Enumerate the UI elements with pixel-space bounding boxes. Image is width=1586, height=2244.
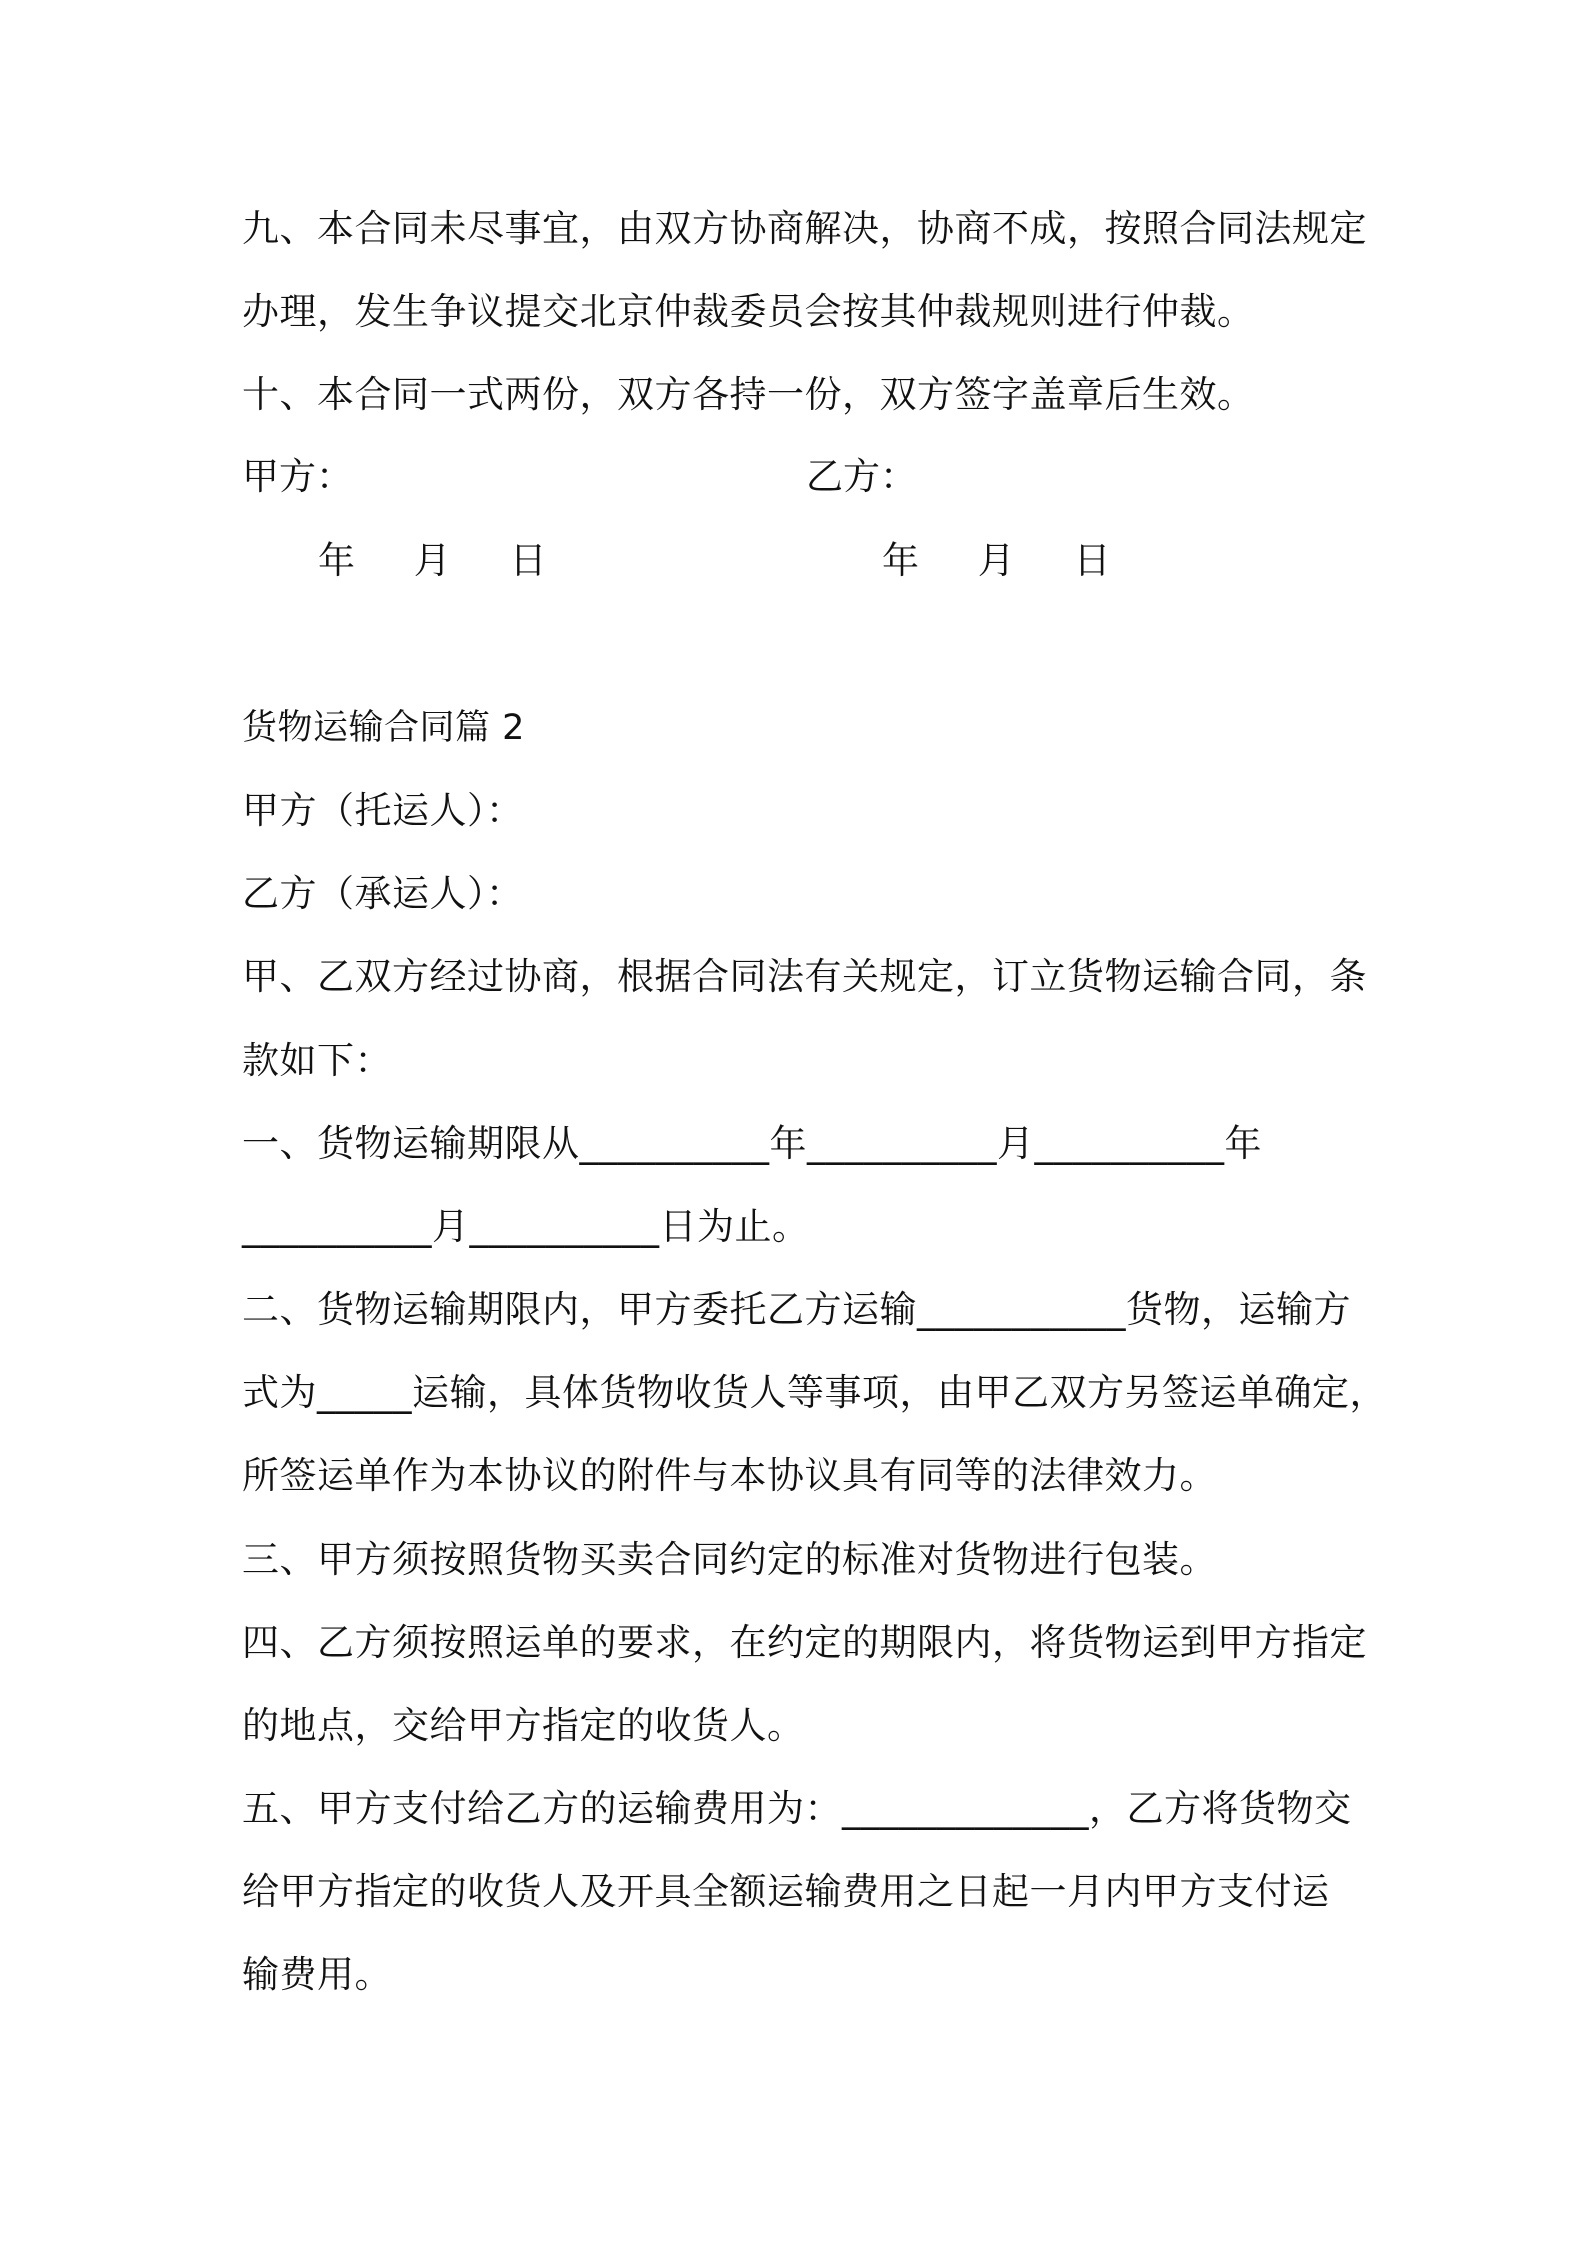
clause-1-line-1: 一、货物运输期限从__________年__________月__________年 [242,1122,1262,1165]
clause-9-line-1: 九、本合同未尽事宜，由双方协商解决，协商不成，按照合同法规定 [242,207,1367,250]
section-2-title: 货物运输合同篇 2 [242,708,525,748]
intro-line-1: 甲、乙双方经过协商，根据合同法有关规定，订立货物运输合同，条 [242,955,1367,998]
party-a-signature-label: 甲方： [242,455,353,498]
party-b-date: 年 月 日 [882,539,1111,582]
clause-1-line-2: __________月__________日为止。 [242,1205,810,1248]
party-b-carrier: 乙方（承运人）： [242,872,524,915]
clause-2-line-2: 式为_____运输，具体货物收货人等事项，由甲乙双方另签运单确定， [242,1371,1387,1414]
clause-4-line-1: 四、乙方须按照运单的要求，在约定的期限内，将货物运到甲方指定 [242,1621,1367,1664]
party-a-date: 年 月 日 [318,539,547,582]
clause-4-line-2: 的地点，交给甲方指定的收货人。 [242,1704,805,1747]
clause-3: 三、甲方须按照货物买卖合同约定的标准对货物进行包装。 [242,1538,1217,1581]
clause-10: 十、本合同一式两份，双方各持一份，双方签字盖章后生效。 [242,373,1255,416]
clause-5-line-3: 输费用。 [242,1953,392,1996]
intro-line-2: 款如下： [242,1039,392,1082]
clause-2-line-1: 二、货物运输期限内，甲方委托乙方运输___________货物，运输方 [242,1288,1351,1331]
clause-5-line-1: 五、甲方支付给乙方的运输费用为：_____________，乙方将货物交 [242,1787,1352,1830]
party-a-consignor: 甲方（托运人）： [242,789,524,832]
party-b-signature-label: 乙方： [806,455,917,498]
clause-2-line-3: 所签运单作为本协议的附件与本协议具有同等的法律效力。 [242,1454,1217,1497]
clause-5-line-2: 给甲方指定的收货人及开具全额运输费用之日起一月内甲方支付运 [242,1870,1330,1913]
clause-9-line-2: 办理，发生争议提交北京仲裁委员会按其仲裁规则进行仲裁。 [242,290,1255,333]
